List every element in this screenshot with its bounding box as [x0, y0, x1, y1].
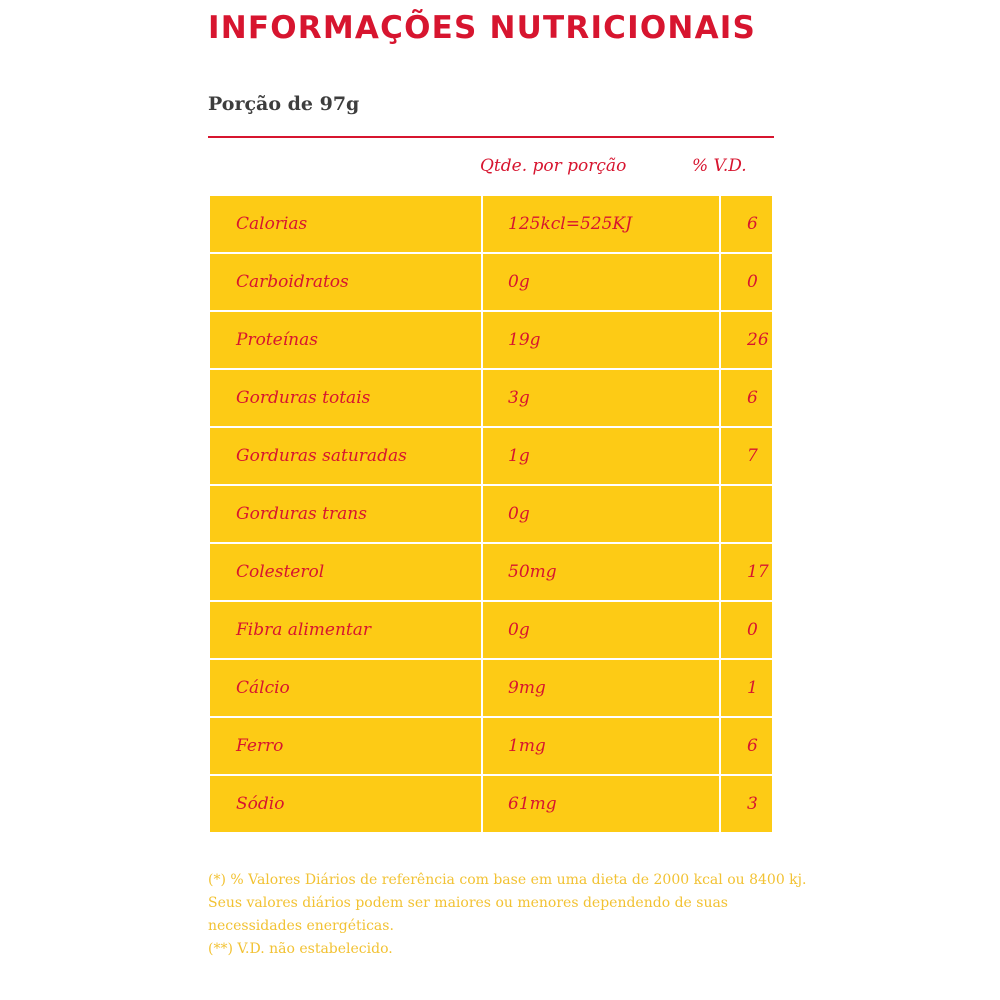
column-header-qty: Qtde. por porção [480, 156, 627, 176]
nutrient-vd: 7 [720, 427, 772, 485]
nutrient-name: Gorduras totais [210, 369, 482, 427]
table-row [210, 485, 772, 543]
table-row [210, 659, 772, 717]
nutrient-qty: 0g [482, 601, 720, 659]
nutrient-vd: 6 [720, 369, 772, 427]
nutrient-name: Colesterol [210, 543, 482, 601]
nutrition-table [210, 196, 772, 832]
nutrient-qty: 1g [482, 427, 720, 485]
nutrient-name: Calorias [210, 196, 482, 253]
nutrient-qty: 3g [482, 369, 720, 427]
nutrient-vd: 6 [720, 717, 772, 775]
serving-size: Porção de 97g [208, 93, 360, 115]
nutrient-name: Gorduras trans [210, 485, 482, 543]
table-row [210, 427, 772, 485]
table-row [210, 717, 772, 775]
column-header-vd: % V.D. [692, 156, 747, 176]
nutrient-name: Sódio [210, 775, 482, 832]
nutrient-name: Cálcio [210, 659, 482, 717]
header-divider [208, 136, 774, 138]
nutrient-vd: 0 [720, 253, 772, 311]
nutrient-qty: 19g [482, 311, 720, 369]
table-row [210, 601, 772, 659]
footnote-vd-not-established: (**) V.D. não estabelecido. [208, 941, 393, 957]
table-row [210, 369, 772, 427]
nutrient-vd: 26 [720, 311, 772, 369]
nutrient-name: Ferro [210, 717, 482, 775]
footnotes [208, 869, 808, 961]
nutrient-qty: 50mg [482, 543, 720, 601]
nutrient-vd [720, 485, 772, 543]
nutrient-name: Gorduras saturadas [210, 427, 482, 485]
nutrient-qty: 61mg [482, 775, 720, 832]
nutrient-vd: 17 [720, 543, 772, 601]
table-row [210, 311, 772, 369]
nutrient-name: Proteínas [210, 311, 482, 369]
nutrient-vd: 1 [720, 659, 772, 717]
nutrient-name: Fibra alimentar [210, 601, 482, 659]
table-row [210, 196, 772, 253]
table-row [210, 253, 772, 311]
nutrient-qty: 0g [482, 253, 720, 311]
nutrient-vd: 6 [720, 196, 772, 253]
nutrient-qty: 0g [482, 485, 720, 543]
table-row [210, 775, 772, 832]
nutrient-vd: 3 [720, 775, 772, 832]
nutrient-name: Carboidratos [210, 253, 482, 311]
page-title: INFORMAÇÕES NUTRICIONAIS [208, 10, 757, 46]
footnote-reference-values: (*) % Valores Diários de referência com base em uma dieta de 2000 kcal ou 8400 kj. Seus valores diários podem ser maiores ou menores dependendo de suas necessidades energéticas. [208, 872, 807, 934]
nutrient-qty: 125kcl=525KJ [482, 196, 720, 253]
table-row [210, 543, 772, 601]
nutrient-qty: 1mg [482, 717, 720, 775]
nutrient-qty: 9mg [482, 659, 720, 717]
nutrient-vd: 0 [720, 601, 772, 659]
